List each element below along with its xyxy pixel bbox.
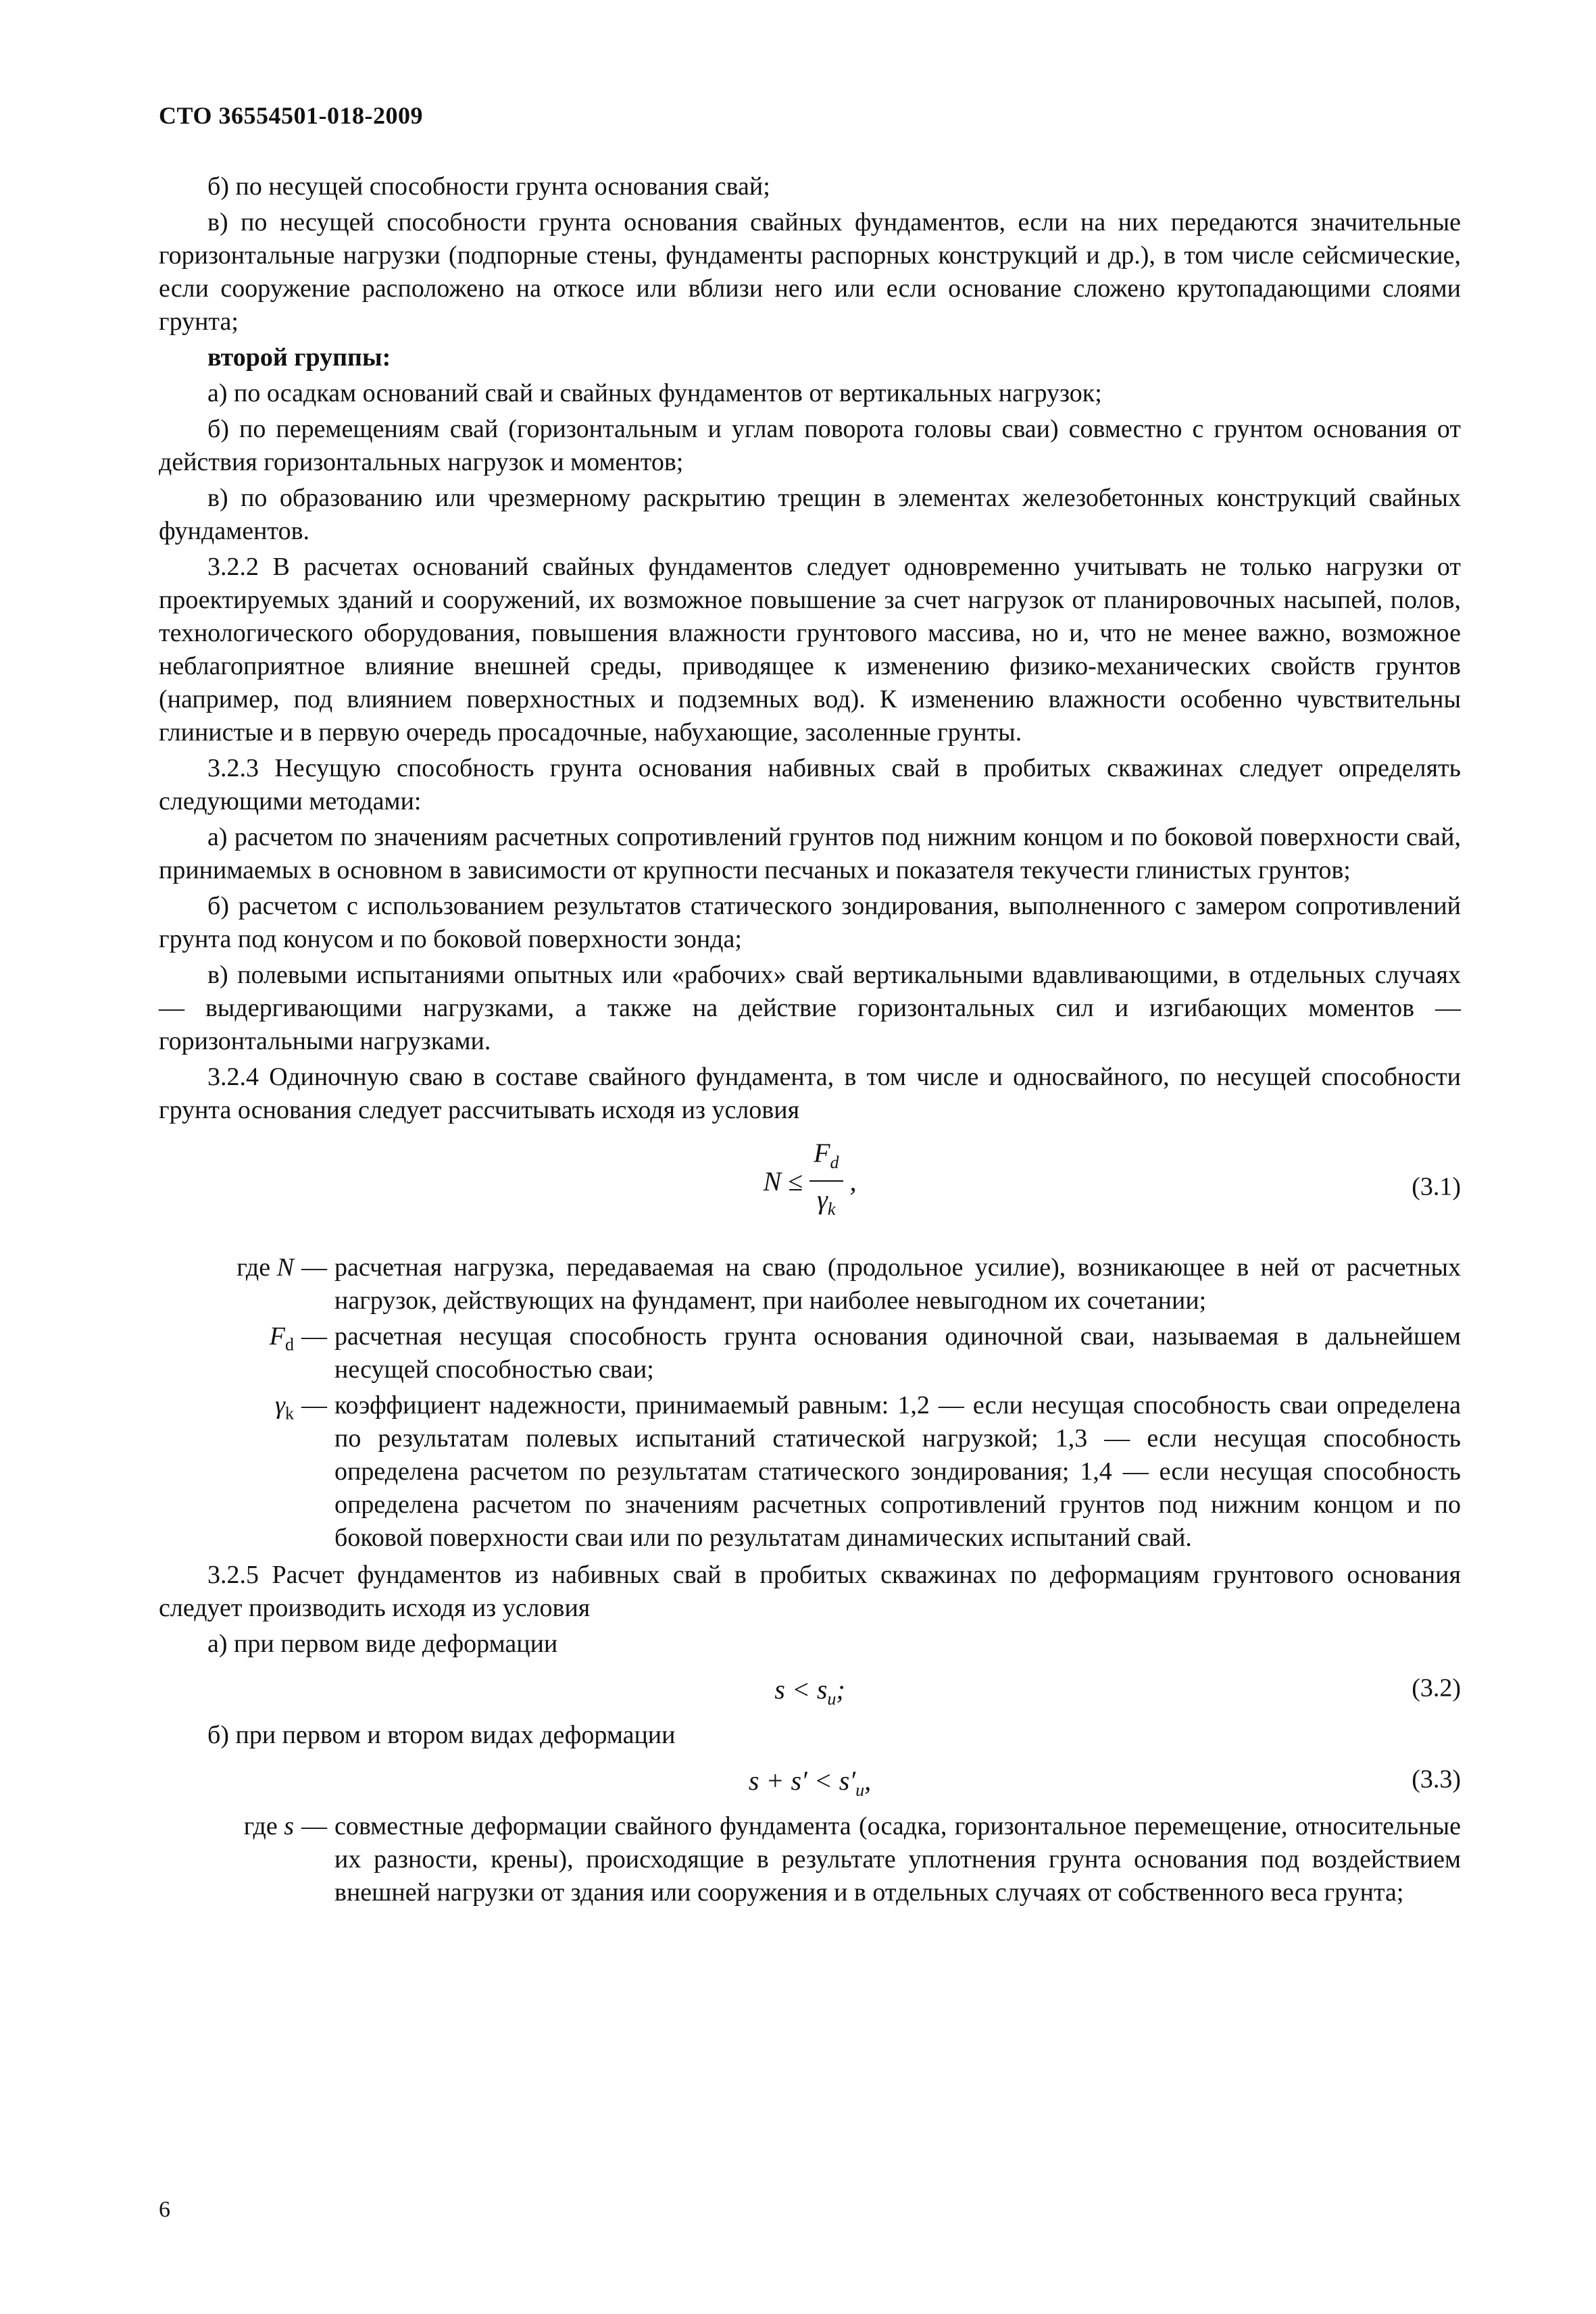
paragraph-group-1	[159, 170, 1461, 1127]
definition-text: коэффициент надежности, принимаемый равным: 1,2 — если несущая способность сваи определена по результатам полевых испытаний статической нагрузкой; 1,3 — если несущая способность определена расчетом по результатам статического зондирования; 1,4 — если несущая способность определена расчетом по значениям расчетных сопротивлений грунтов под нижним концом и по боковой поверхности сваи или по результатам динамических испытаний свай.	[334, 1391, 1461, 1552]
definition-symbol: $F_d$	[269, 1322, 294, 1355]
formula-3-2	[159, 1663, 1461, 1713]
formula-expression: $s < s_u$;	[774, 1674, 845, 1709]
definition-symbol: где N	[236, 1253, 294, 1282]
symbol-definition	[159, 1389, 1461, 1555]
paragraph: б) при первом и втором видах деформации	[207, 1721, 676, 1749]
definition-dash: —	[301, 1812, 327, 1840]
paragraph: б) расчетом с использованием результатов статического зондирования, выполненного с замером сопротивлений грунта под конусом и по боковой поверхности зонда;	[159, 892, 1461, 953]
definition-text: совместные деформации свайного фундамента (осадка, горизонтальное перемещение, относительные их разности, крены), происходящие в результате уплотнения грунта основания под воздействием внешней нагрузки от здания или сооружения и в отдельных случаях от собственного веса грунта;	[334, 1812, 1461, 1907]
formula-number: (3.1)	[1412, 1172, 1461, 1201]
paragraph: а) расчетом по значениям расчетных сопротивлений грунтов под нижним концом и по боковой поверхности свай, принимаемых в основном в зависимости от крупности песчаных и показателя текучести глинистых грунтов;	[159, 823, 1461, 884]
paragraph-group-3	[159, 1719, 1461, 1752]
paragraph: 3.2.4 Одиночную сваю в составе свайного фундамента, в том числе и односвайного, по несущей способности грунта основания следует рассчитывать исходя из условия	[159, 1063, 1461, 1124]
formula-3-3	[159, 1755, 1461, 1805]
paragraph: б) по несущей способности грунта основания свай;	[207, 172, 770, 201]
paragraph: 3.2.2 В расчетах оснований свайных фундаментов следует одновременно учитывать не только нагрузки от проектируемых зданий и сооружений, их возможное повышение за счет нагрузок от планировочных насыпей, полов, технологического оборудования, повышения влажности грунтового массива, но и, что не менее важно, возможное неблагоприятное влияние внешней среды, приводящее к изменению физико-механических свойств грунтов (например, под влиянием поверхностных и подземных вод). К изменению влажности особенно чувствительны глинистые и в первую очередь просадочные, набухающие, засоленные грунты.	[159, 553, 1461, 747]
definition-text: расчетная нагрузка, передаваемая на сваю (продольное усилие), возникающее в ней от расчетных нагрузок, действующих на фундамент, при наиболее невыгодном их сочетании;	[334, 1253, 1461, 1315]
paragraph: второй группы:	[207, 343, 391, 372]
definition-dash: —	[301, 1253, 327, 1282]
fraction: $\frac{F_d}{\gamma_k}$	[809, 1136, 843, 1226]
paragraph: в) полевыми испытаниями опытных или «рабочих» свай вертикальными вдавливающими, в отдельных случаях — выдергивающими нагрузками, а также на действие горизонтальных сил и изгибающих моментов — горизонтальными нагрузками.	[159, 961, 1461, 1055]
symbol-definition	[159, 1810, 1461, 1909]
symbol-definition	[159, 1320, 1461, 1386]
paragraph: б) по перемещениям свай (горизонтальным и углам поворота головы сваи) совместно с грунтом основания от действия горизонтальных нагрузок и моментов;	[159, 415, 1461, 476]
formula-lhs: N ≤	[763, 1165, 803, 1197]
paragraph-group-2	[159, 1559, 1461, 1661]
symbol-definition	[159, 1251, 1461, 1317]
definition-symbol: где s	[243, 1812, 294, 1840]
paragraph: 3.2.5 Расчет фундаментов из набивных свай в пробитых скважинах по деформациям грунтового основания следует производить исходя из условия	[159, 1561, 1461, 1622]
paragraph: в) по несущей способности грунта основания свайных фундаментов, если на них передаются значительные горизонтальные нагрузки (подпорные стены, фундаменты распорных конструкций и др.), в том числе сейсмические, если сооружение расположено на откосе или вблизи него или если основание сложено крутопадающими слоями грунта;	[159, 208, 1461, 336]
definition-dash: —	[301, 1322, 327, 1351]
document-body	[159, 170, 1461, 1909]
symbol-definitions-1	[159, 1251, 1461, 1555]
formula-3-1	[159, 1136, 1461, 1238]
paragraph: а) по осадкам оснований свай и свайных фундаментов от вертикальных нагрузок;	[207, 379, 1102, 407]
document-code: СТО 36554501-018-2009	[159, 102, 424, 129]
paragraph: а) при первом виде деформации	[207, 1630, 558, 1658]
page-number: 6	[159, 2197, 170, 2222]
formula-expression: N ≤ $\frac{F_d}{\gamma_k}$ ,	[159, 1136, 1461, 1226]
definition-symbol: $\gamma_k$	[275, 1391, 294, 1424]
definition-dash: —	[301, 1391, 327, 1419]
symbol-definitions-2	[159, 1810, 1461, 1909]
formula-number: (3.3)	[1412, 1765, 1461, 1794]
paragraph: в) по образованию или чрезмерному раскрытию трещин в элементах железобетонных конструкций свайных фундаментов.	[159, 484, 1461, 545]
definition-text: расчетная несущая способность грунта основания одиночной сваи, называемая в дальнейшем несущей способностью сваи;	[334, 1322, 1461, 1384]
paragraph: 3.2.3 Несущую способность грунта основания набивных свай в пробитых скважинах следует определять следующими методами:	[159, 754, 1461, 815]
formula-number: (3.2)	[1412, 1674, 1461, 1703]
formula-expression: $s + s' < s'_u$,	[748, 1765, 872, 1800]
